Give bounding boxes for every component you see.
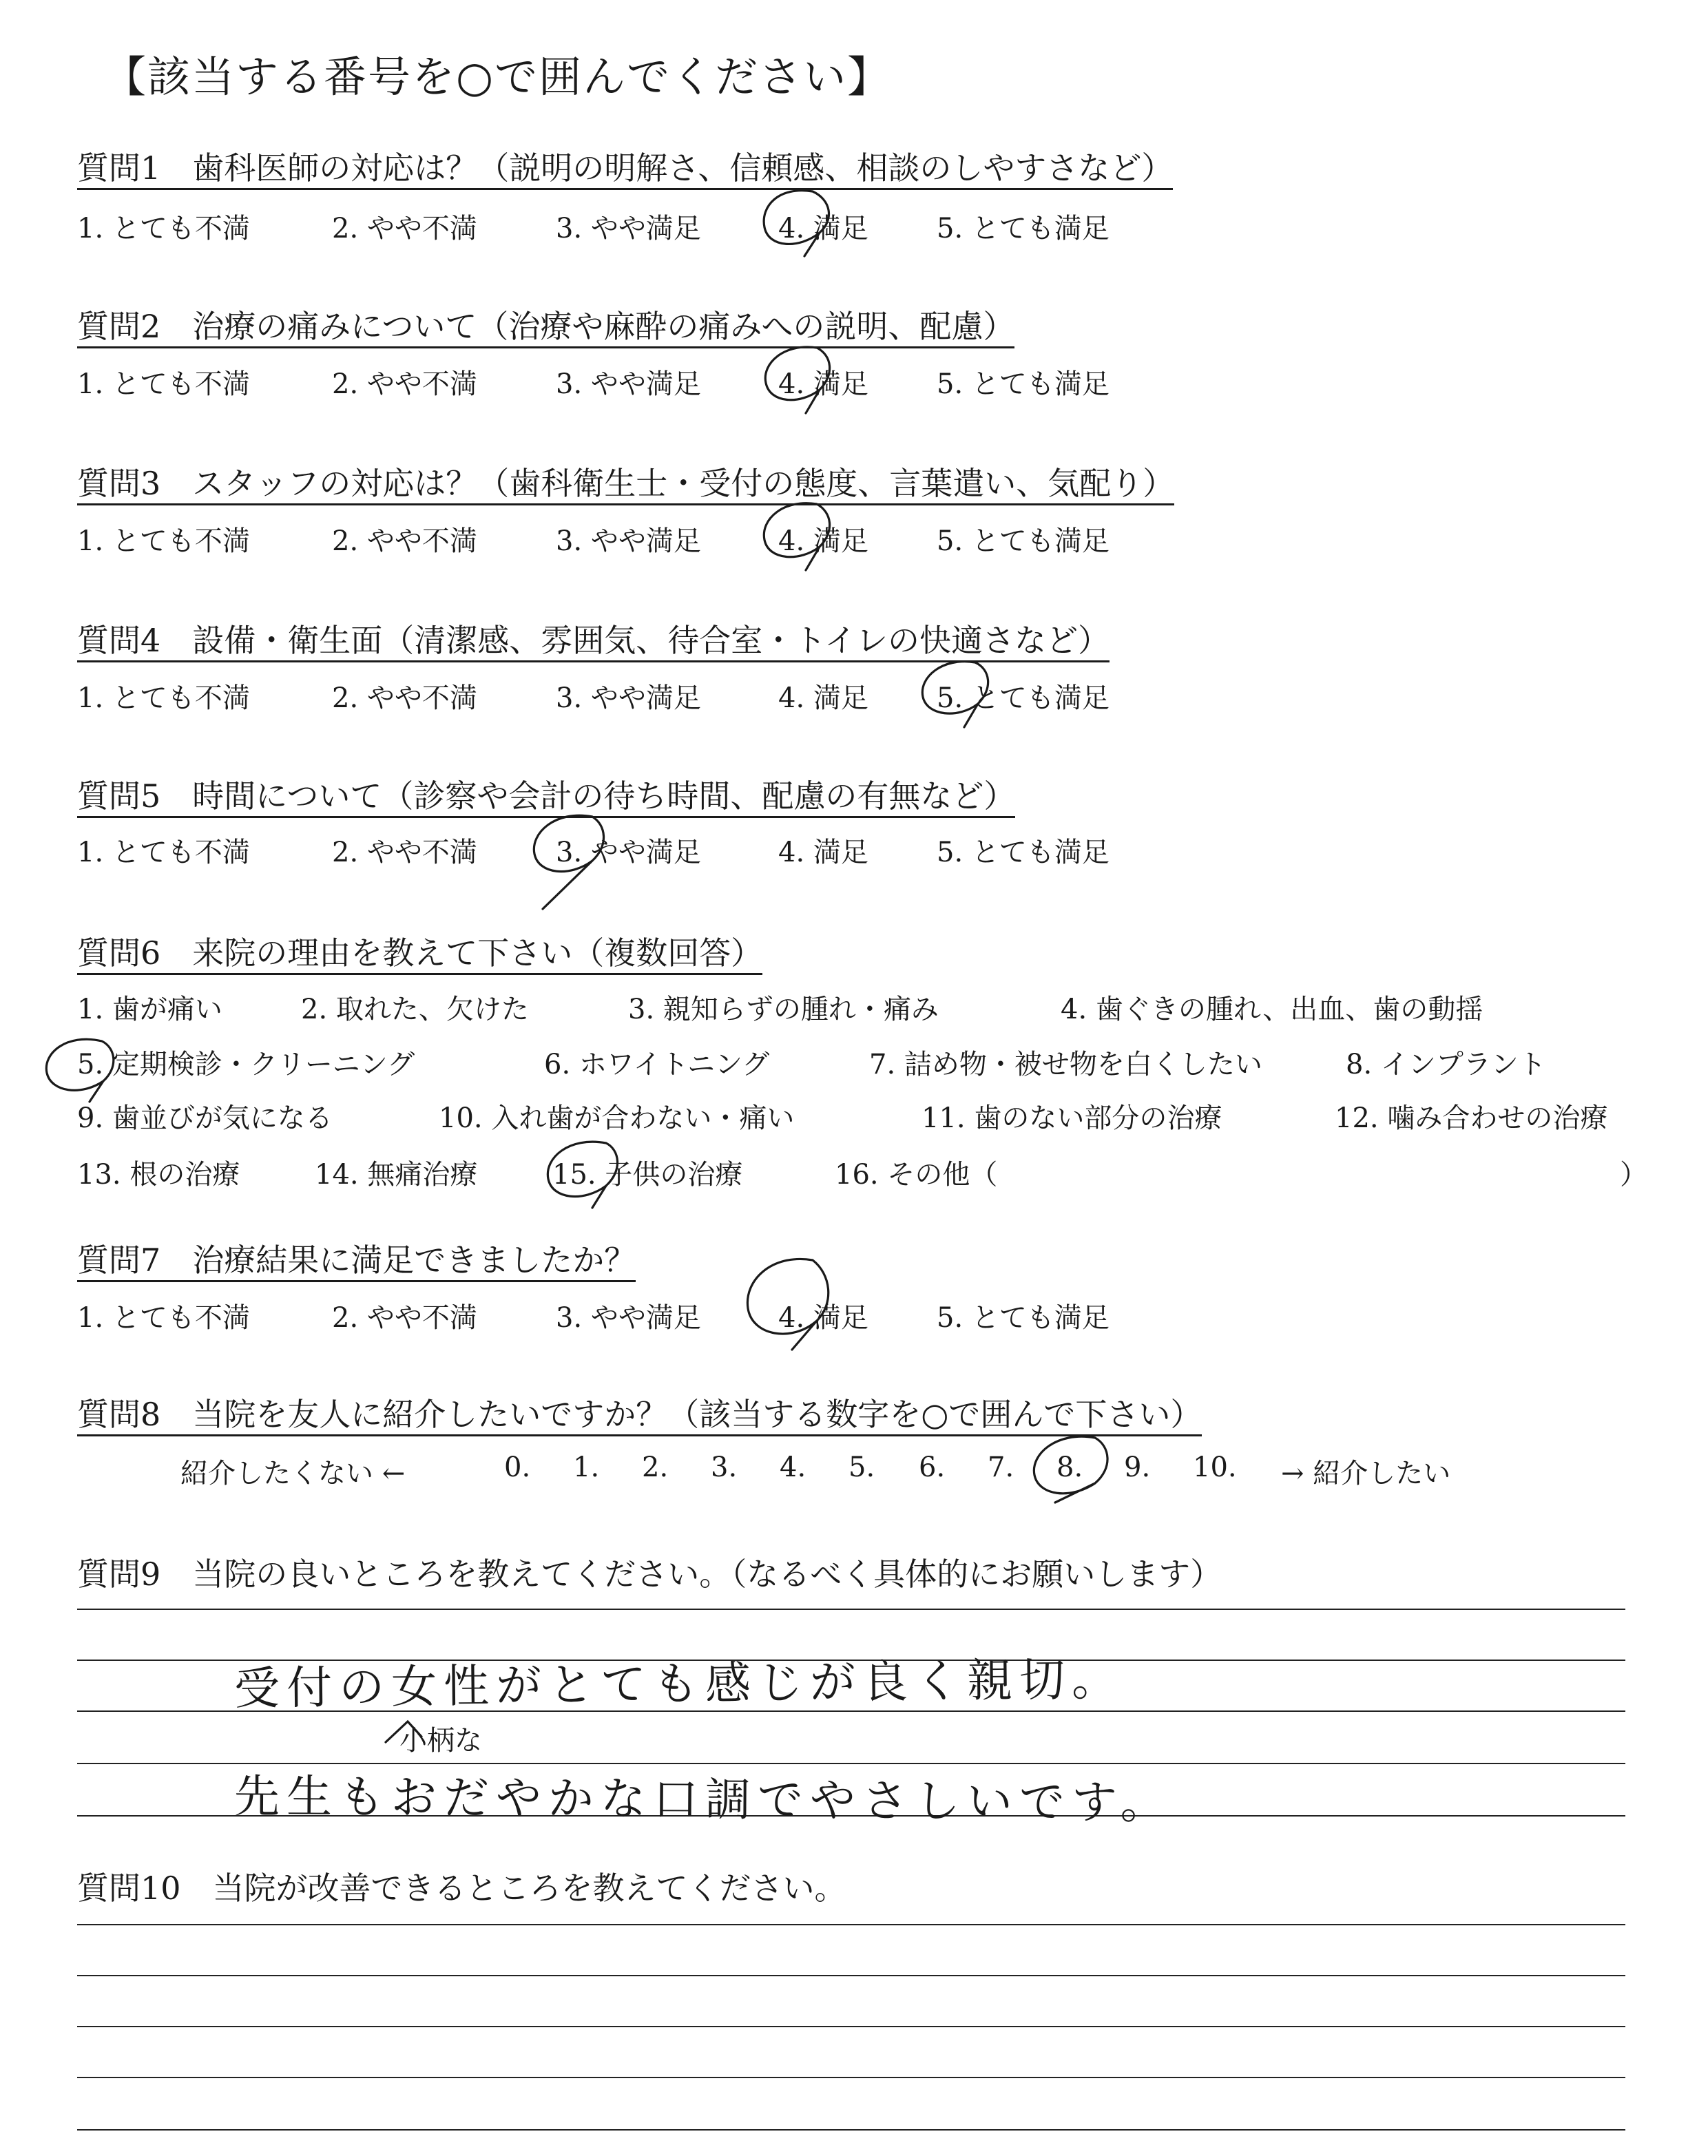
answer-line bbox=[77, 1924, 1625, 1925]
scale-7[interactable]: 7. bbox=[988, 1452, 1014, 1483]
answer-line bbox=[77, 1609, 1625, 1610]
q3-option-5[interactable]: 5. とても満足 bbox=[937, 525, 1110, 557]
scale-8[interactable]: 8. bbox=[1056, 1452, 1083, 1483]
question-3 bbox=[77, 459, 1174, 504]
q5-option-5[interactable]: 5. とても満足 bbox=[937, 837, 1110, 868]
answer-line bbox=[77, 2077, 1625, 2078]
answer-line bbox=[77, 1975, 1625, 1976]
scale-0[interactable]: 0. bbox=[504, 1452, 531, 1483]
question-10-title: 質問10 当院が改善できるところを教えてください。 bbox=[77, 1870, 846, 1907]
q3-option-3[interactable]: 3. やや満足 bbox=[556, 525, 701, 557]
handwritten-insert: 小柄な bbox=[399, 1725, 482, 1757]
question-3-title: 質問3 スタッフの対応は？（歯科衛生士・受付の態度、言葉遣い、気配り） bbox=[77, 465, 1174, 505]
reason-16-close-paren: ） bbox=[1620, 1159, 1647, 1191]
form-heading: 【該当する番号を○で囲んでください】 bbox=[103, 52, 892, 102]
reason-14[interactable]: 14. 無痛治療 bbox=[315, 1159, 478, 1191]
q4-option-3[interactable]: 3. やや満足 bbox=[556, 682, 701, 714]
scale-4[interactable]: 4. bbox=[780, 1452, 806, 1483]
question-7-options bbox=[77, 1296, 1248, 1334]
reason-2[interactable]: 2. 取れた、欠けた bbox=[301, 994, 529, 1025]
q3-option-2[interactable]: 2. やや不満 bbox=[332, 525, 477, 557]
reason-5[interactable]: 5. 定期検診・クリーニング bbox=[77, 1049, 415, 1080]
q5-option-3[interactable]: 3. やや満足 bbox=[556, 837, 701, 868]
reason-1[interactable]: 1. 歯が痛い bbox=[77, 994, 222, 1025]
question-9-title: 質問9 当院の良いところを教えてください。（なるべく具体的にお願いします） bbox=[77, 1556, 1222, 1593]
scale-10[interactable]: 10. bbox=[1193, 1452, 1237, 1483]
q7-option-2[interactable]: 2. やや不満 bbox=[332, 1302, 477, 1334]
scale-left-label: 紹介したくない ← bbox=[180, 1458, 406, 1489]
q5-option-2[interactable]: 2. やや不満 bbox=[332, 837, 477, 868]
question-6-options bbox=[77, 987, 1647, 1215]
q4-option-2[interactable]: 2. やや不満 bbox=[332, 682, 477, 714]
question-4 bbox=[77, 616, 1110, 661]
question-6-title: 質問6 来院の理由を教えて下さい（複数回答） bbox=[77, 934, 762, 975]
q4-option-4[interactable]: 4. 満足 bbox=[778, 682, 868, 714]
question-1-title: 質問1 歯科医師の対応は？（説明の明解さ、信頼感、相談のしやすさなど） bbox=[77, 149, 1173, 190]
q5-option-4[interactable]: 4. 満足 bbox=[778, 837, 868, 868]
question-8 bbox=[77, 1390, 1202, 1435]
reason-16[interactable]: 16. その他（ bbox=[835, 1159, 998, 1191]
reason-12[interactable]: 12. 噛み合わせの治療 bbox=[1335, 1102, 1608, 1134]
question-8-title: 質問8 当院を友人に紹介したいですか？（該当する数字を○で囲んで下さい） bbox=[77, 1396, 1202, 1436]
q1-option-1[interactable]: 1. とても不満 bbox=[77, 213, 250, 244]
q4-option-5[interactable]: 5. とても満足 bbox=[937, 682, 1110, 714]
scale-9[interactable]: 9. bbox=[1124, 1452, 1151, 1483]
answer-line bbox=[77, 2129, 1625, 2131]
q1-option-2[interactable]: 2. やや不満 bbox=[332, 213, 477, 244]
reason-10[interactable]: 10. 入れ歯が合わない・痛い bbox=[439, 1102, 795, 1134]
question-5-title: 質問5 時間について（診察や会計の待ち時間、配慮の有無など） bbox=[77, 777, 1015, 818]
q7-option-3[interactable]: 3. やや満足 bbox=[556, 1302, 701, 1334]
q1-option-4[interactable]: 4. 満足 bbox=[778, 213, 868, 244]
question-1-options bbox=[77, 207, 1248, 244]
question-10 bbox=[77, 1863, 846, 1909]
q4-option-1[interactable]: 1. とても不満 bbox=[77, 682, 250, 714]
reason-7[interactable]: 7. 詰め物・被せ物を白くしたい bbox=[869, 1049, 1262, 1080]
answer-line bbox=[77, 2026, 1625, 2027]
question-9 bbox=[77, 1549, 1222, 1595]
question-3-options bbox=[77, 519, 1248, 557]
question-7-title: 質問7 治療結果に満足できましたか？ bbox=[77, 1242, 636, 1282]
q1-option-5[interactable]: 5. とても満足 bbox=[937, 213, 1110, 244]
q5-option-1[interactable]: 1. とても不満 bbox=[77, 837, 250, 868]
handwritten-answer-line-1: 受付の女性がとても感じが良く親切。 bbox=[233, 1653, 1125, 1715]
scale-5[interactable]: 5. bbox=[848, 1452, 875, 1483]
question-2-title: 質問2 治療の痛みについて（治療や麻酔の痛みへの説明、配慮） bbox=[77, 308, 1014, 348]
reason-15[interactable]: 15. 子供の治療 bbox=[552, 1159, 743, 1191]
q7-option-5[interactable]: 5. とても満足 bbox=[937, 1302, 1110, 1334]
q2-option-2[interactable]: 2. やや不満 bbox=[332, 368, 477, 400]
q3-option-4[interactable]: 4. 満足 bbox=[778, 525, 868, 557]
scale-3[interactable]: 3. bbox=[711, 1452, 738, 1483]
q1-option-3[interactable]: 3. やや満足 bbox=[556, 213, 701, 244]
scale-6[interactable]: 6. bbox=[919, 1452, 946, 1483]
recommend-scale bbox=[180, 1452, 1558, 1489]
scale-2[interactable]: 2. bbox=[642, 1452, 669, 1483]
question-4-title: 質問4 設備・衛生面（清潔感、雰囲気、待合室・トイレの快適さなど） bbox=[77, 622, 1110, 662]
question-4-options bbox=[77, 676, 1248, 714]
q2-option-1[interactable]: 1. とても不満 bbox=[77, 368, 250, 400]
question-1 bbox=[77, 143, 1173, 189]
scale-right-label: → 紹介したい bbox=[1281, 1458, 1451, 1489]
question-6 bbox=[77, 928, 762, 974]
q7-option-4[interactable]: 4. 満足 bbox=[778, 1302, 868, 1334]
question-7 bbox=[77, 1235, 636, 1281]
reason-8[interactable]: 8. インプラント bbox=[1346, 1049, 1546, 1080]
q7-option-1[interactable]: 1. とても不満 bbox=[77, 1302, 250, 1334]
question-2 bbox=[77, 302, 1014, 347]
question-5 bbox=[77, 771, 1015, 817]
q2-option-4[interactable]: 4. 満足 bbox=[778, 368, 868, 400]
reason-3[interactable]: 3. 親知らずの腫れ・痛み bbox=[628, 994, 939, 1025]
reason-6[interactable]: 6. ホワイトニング bbox=[544, 1049, 770, 1080]
reason-13[interactable]: 13. 根の治療 bbox=[77, 1159, 240, 1191]
reason-4[interactable]: 4. 歯ぐきの腫れ、出血、歯の動揺 bbox=[1061, 994, 1483, 1025]
q2-option-3[interactable]: 3. やや満足 bbox=[556, 368, 701, 400]
scale-1[interactable]: 1. bbox=[573, 1452, 600, 1483]
q2-option-5[interactable]: 5. とても満足 bbox=[937, 368, 1110, 400]
q3-option-1[interactable]: 1. とても不満 bbox=[77, 525, 250, 557]
reason-9[interactable]: 9. 歯並びが気になる bbox=[77, 1102, 333, 1134]
question-2-options bbox=[77, 362, 1248, 400]
reason-11[interactable]: 11. 歯のない部分の治療 bbox=[921, 1102, 1222, 1134]
handwritten-answer-line-2: 先生もおだやかな口調でやさしいです。 bbox=[233, 1770, 1173, 1830]
question-5-options bbox=[77, 830, 1248, 868]
